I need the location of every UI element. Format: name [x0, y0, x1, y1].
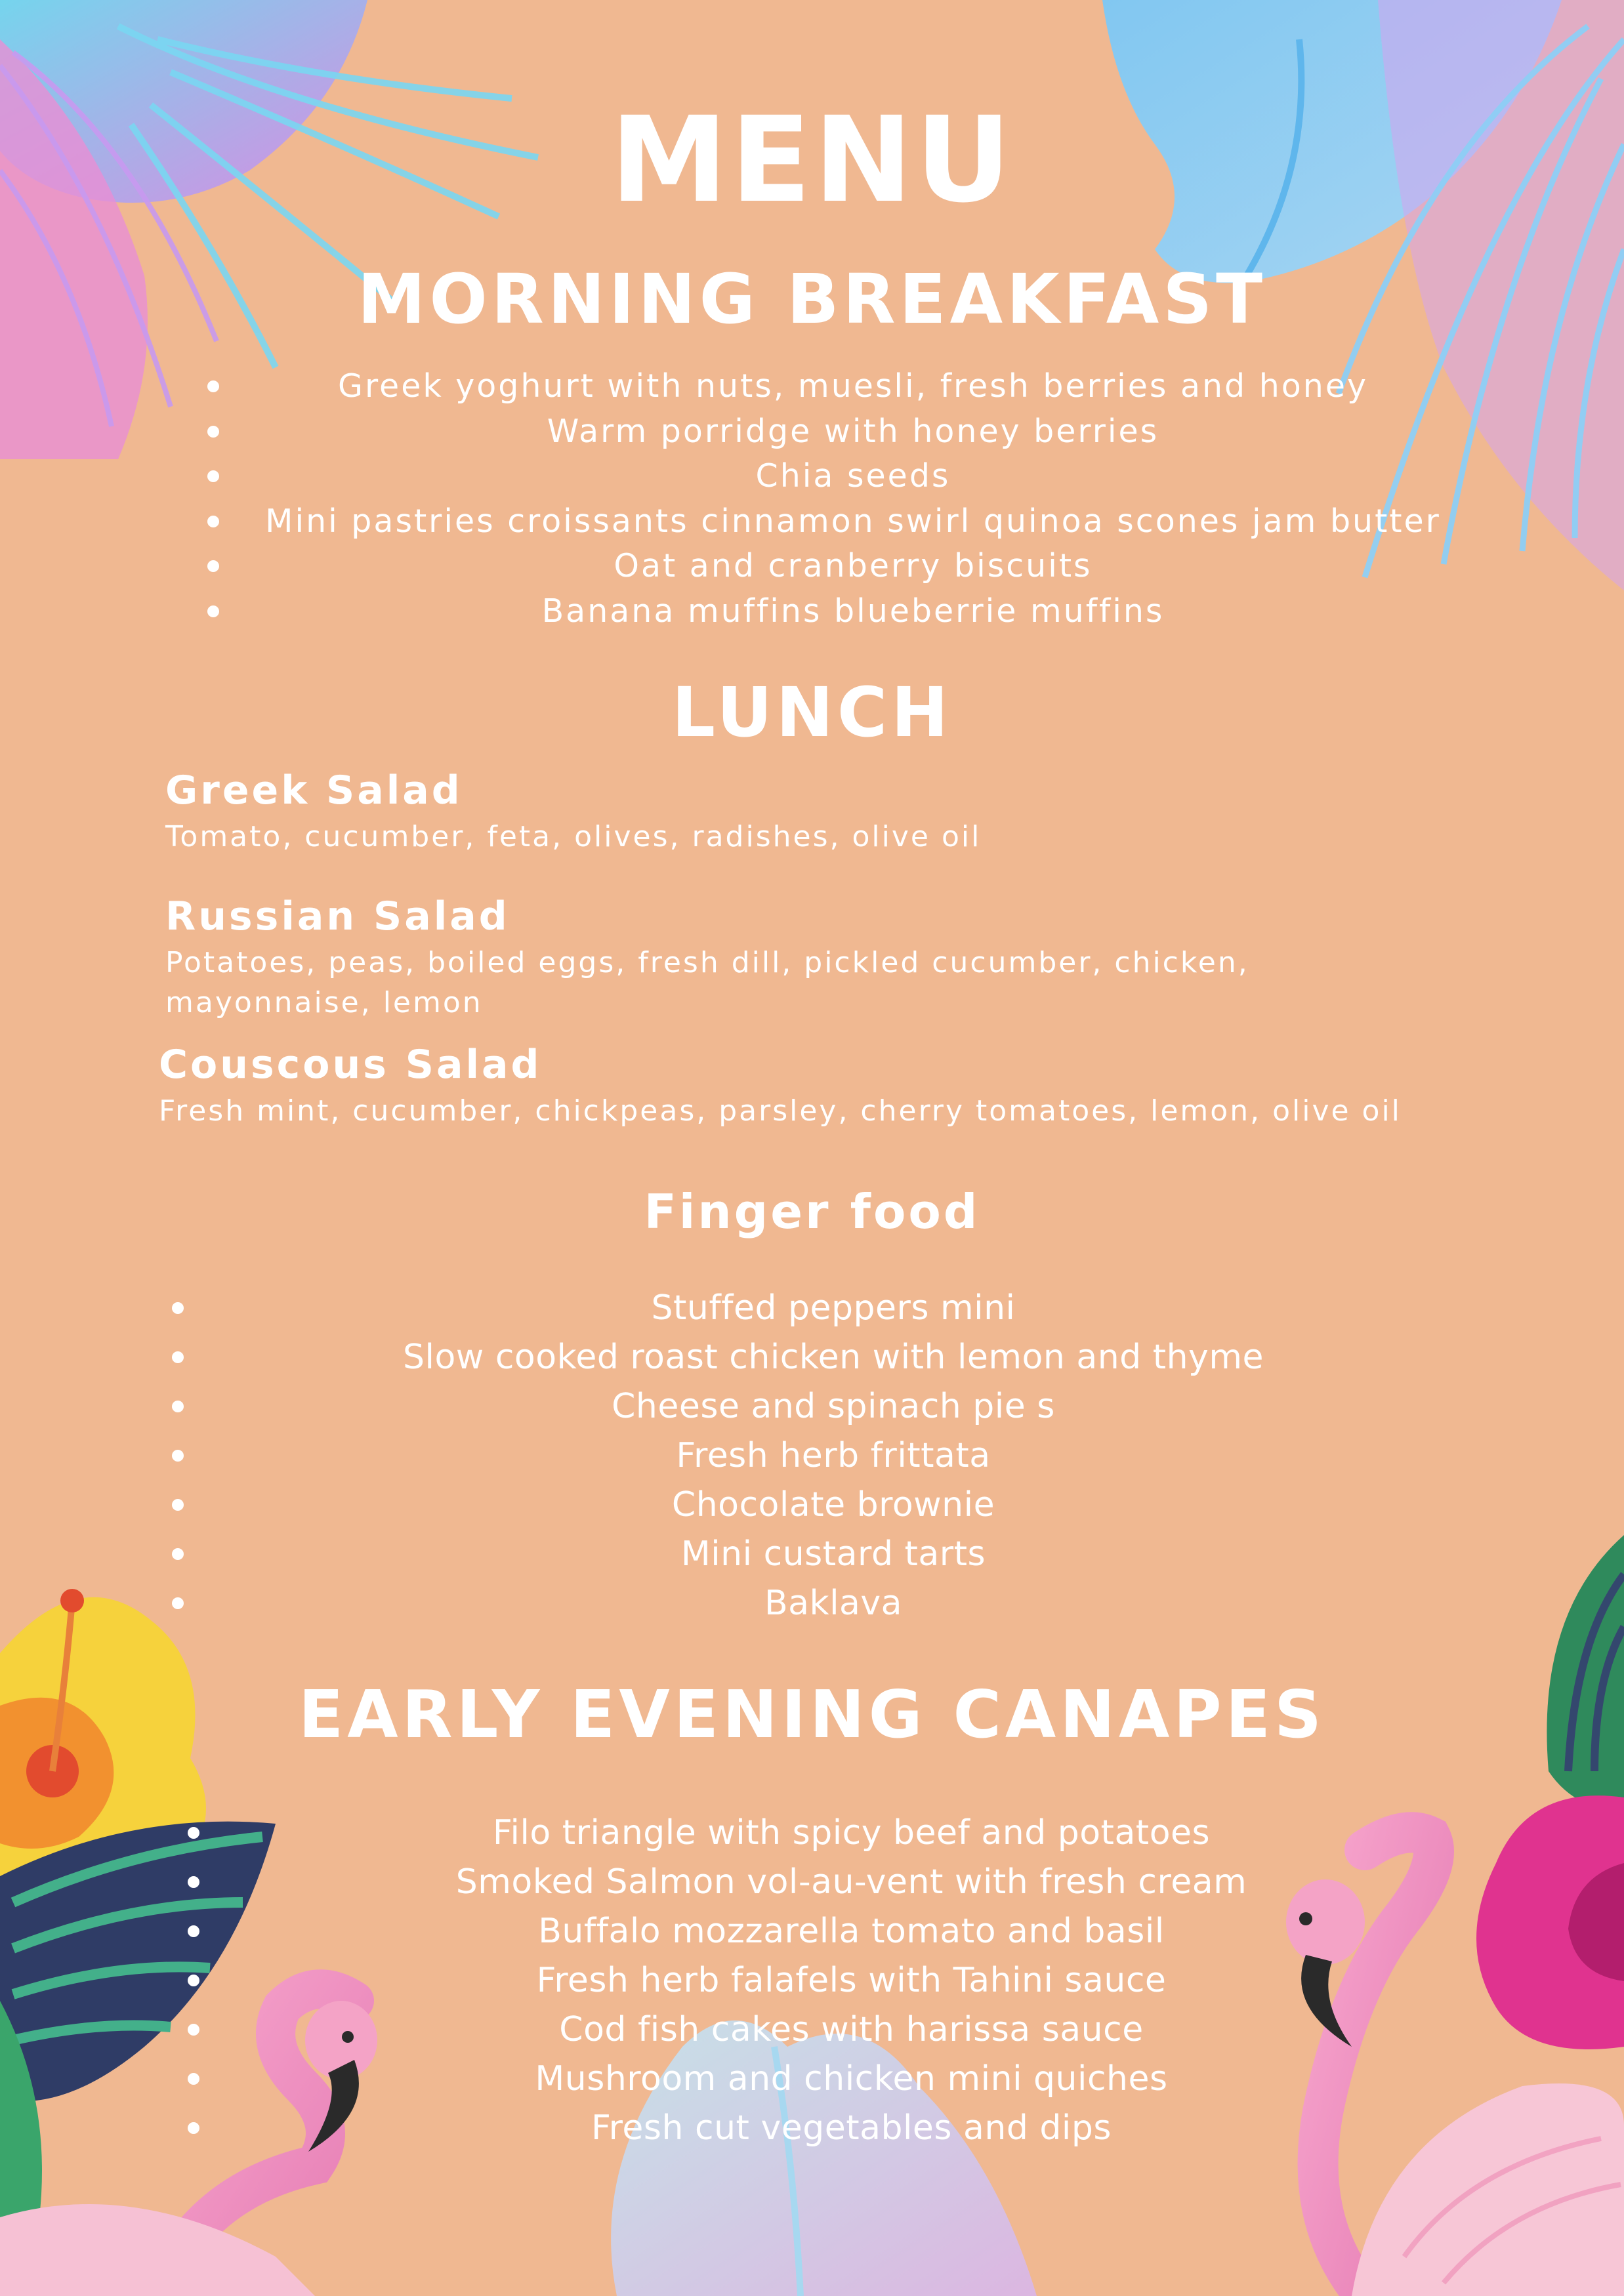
salad-description: Fresh mint, cucumber, chickpeas, parsley, cherry tomatoes, lemon, olive oil	[159, 1094, 1402, 1128]
list-item	[177, 2005, 1526, 2055]
bullet-icon	[207, 516, 219, 527]
palm-leaf-right-icon	[1547, 1535, 1624, 1811]
breakfast-item: Oat and cranberry biscuits	[614, 547, 1093, 584]
bullet-icon	[172, 1450, 184, 1462]
bullet-icon	[172, 1401, 184, 1412]
list-item	[197, 364, 1509, 409]
finger-food-item: Mini custard tarts	[680, 1534, 986, 1574]
list-item	[157, 1382, 1509, 1431]
list-item	[177, 2104, 1526, 2153]
salad-russian	[165, 890, 1412, 1023]
list-item	[157, 1481, 1509, 1530]
breakfast-item: Greek yoghurt with nuts, muesli, fresh berries and honey	[338, 367, 1368, 405]
bullet-icon	[207, 605, 219, 617]
breakfast-item: Chia seeds	[755, 457, 951, 495]
canape-item: Mushroom and chicken mini quiches	[535, 2059, 1168, 2099]
salad-greek	[165, 764, 1412, 857]
list-item	[177, 1907, 1526, 1956]
list-item	[177, 1809, 1526, 1858]
bullet-icon	[172, 1597, 184, 1609]
list-item	[157, 1431, 1509, 1481]
breakfast-list	[197, 364, 1509, 634]
canapes-list	[177, 1809, 1526, 2153]
salad-name: Greek Salad	[165, 768, 463, 813]
bullet-icon	[207, 426, 219, 438]
bullet-icon	[172, 1302, 184, 1314]
finger-food-heading: Finger food	[644, 1184, 980, 1239]
bullet-icon	[188, 1975, 199, 1986]
list-item	[177, 1858, 1526, 1907]
list-item	[197, 409, 1509, 455]
list-item	[177, 1956, 1526, 2005]
breakfast-item: Banana muffins blueberrie muffins	[541, 592, 1165, 630]
breakfast-item: Mini pastries croissants cinnamon swirl quinoa scones jam butter	[265, 502, 1441, 540]
canape-item: Cod fish cakes with harissa sauce	[559, 2010, 1144, 2049]
bullet-icon	[188, 1827, 199, 1839]
finger-food-list	[157, 1284, 1509, 1628]
salad-description: Potatoes, peas, boiled eggs, fresh dill, pickled cucumber, chicken, mayonnaise, lemon	[165, 946, 1249, 1019]
bullet-icon	[172, 1351, 184, 1363]
bullet-icon	[207, 380, 219, 392]
salad-name: Couscous Salad	[159, 1042, 542, 1088]
finger-food-item: Baklava	[764, 1584, 903, 1623]
bullet-icon	[188, 1925, 199, 1937]
finger-food-item: Fresh herb frittata	[676, 1436, 991, 1475]
bullet-icon	[172, 1548, 184, 1560]
salad-name: Russian Salad	[165, 893, 510, 939]
breakfast-item: Warm porridge with honey berries	[547, 412, 1159, 450]
list-item	[197, 454, 1509, 499]
bullet-icon	[207, 560, 219, 572]
list-item	[177, 2055, 1526, 2104]
bullet-icon	[188, 1876, 199, 1888]
salad-couscous	[159, 1038, 1550, 1131]
canape-item: Fresh cut vegetables and dips	[591, 2108, 1112, 2148]
menu-title: MENU	[610, 92, 1014, 229]
list-item	[157, 1284, 1509, 1333]
bullet-icon	[172, 1499, 184, 1511]
breakfast-heading: MORNING BREAKFAST	[357, 259, 1267, 339]
canape-item: Buffalo mozzarella tomato and basil	[538, 1912, 1165, 1951]
list-item	[157, 1333, 1509, 1382]
finger-food-item: Slow cooked roast chicken with lemon and thyme	[403, 1338, 1264, 1377]
list-item	[157, 1530, 1509, 1579]
bullet-icon	[207, 470, 219, 482]
list-item	[197, 544, 1509, 589]
canapes-heading: EARLY EVENING CANAPES	[298, 1676, 1326, 1753]
bullet-icon	[188, 2122, 199, 2134]
list-item	[197, 499, 1509, 544]
finger-food-item: Stuffed peppers mini	[651, 1288, 1016, 1328]
salad-description: Tomato, cucumber, feta, olives, radishes, olive oil	[165, 820, 982, 853]
list-item	[197, 589, 1509, 634]
finger-food-item: Chocolate brownie	[671, 1485, 995, 1525]
canape-item: Filo triangle with spicy beef and potatoes	[492, 1813, 1211, 1853]
bullet-icon	[188, 2073, 199, 2085]
canape-item: Smoked Salmon vol-au-vent with fresh cream	[455, 1862, 1247, 1902]
bullet-icon	[188, 2024, 199, 2036]
lunch-heading: LUNCH	[671, 672, 953, 752]
list-item	[157, 1579, 1509, 1628]
canape-item: Fresh herb falafels with Tahini sauce	[536, 1961, 1167, 2000]
finger-food-item: Cheese and spinach pie s	[612, 1387, 1055, 1426]
